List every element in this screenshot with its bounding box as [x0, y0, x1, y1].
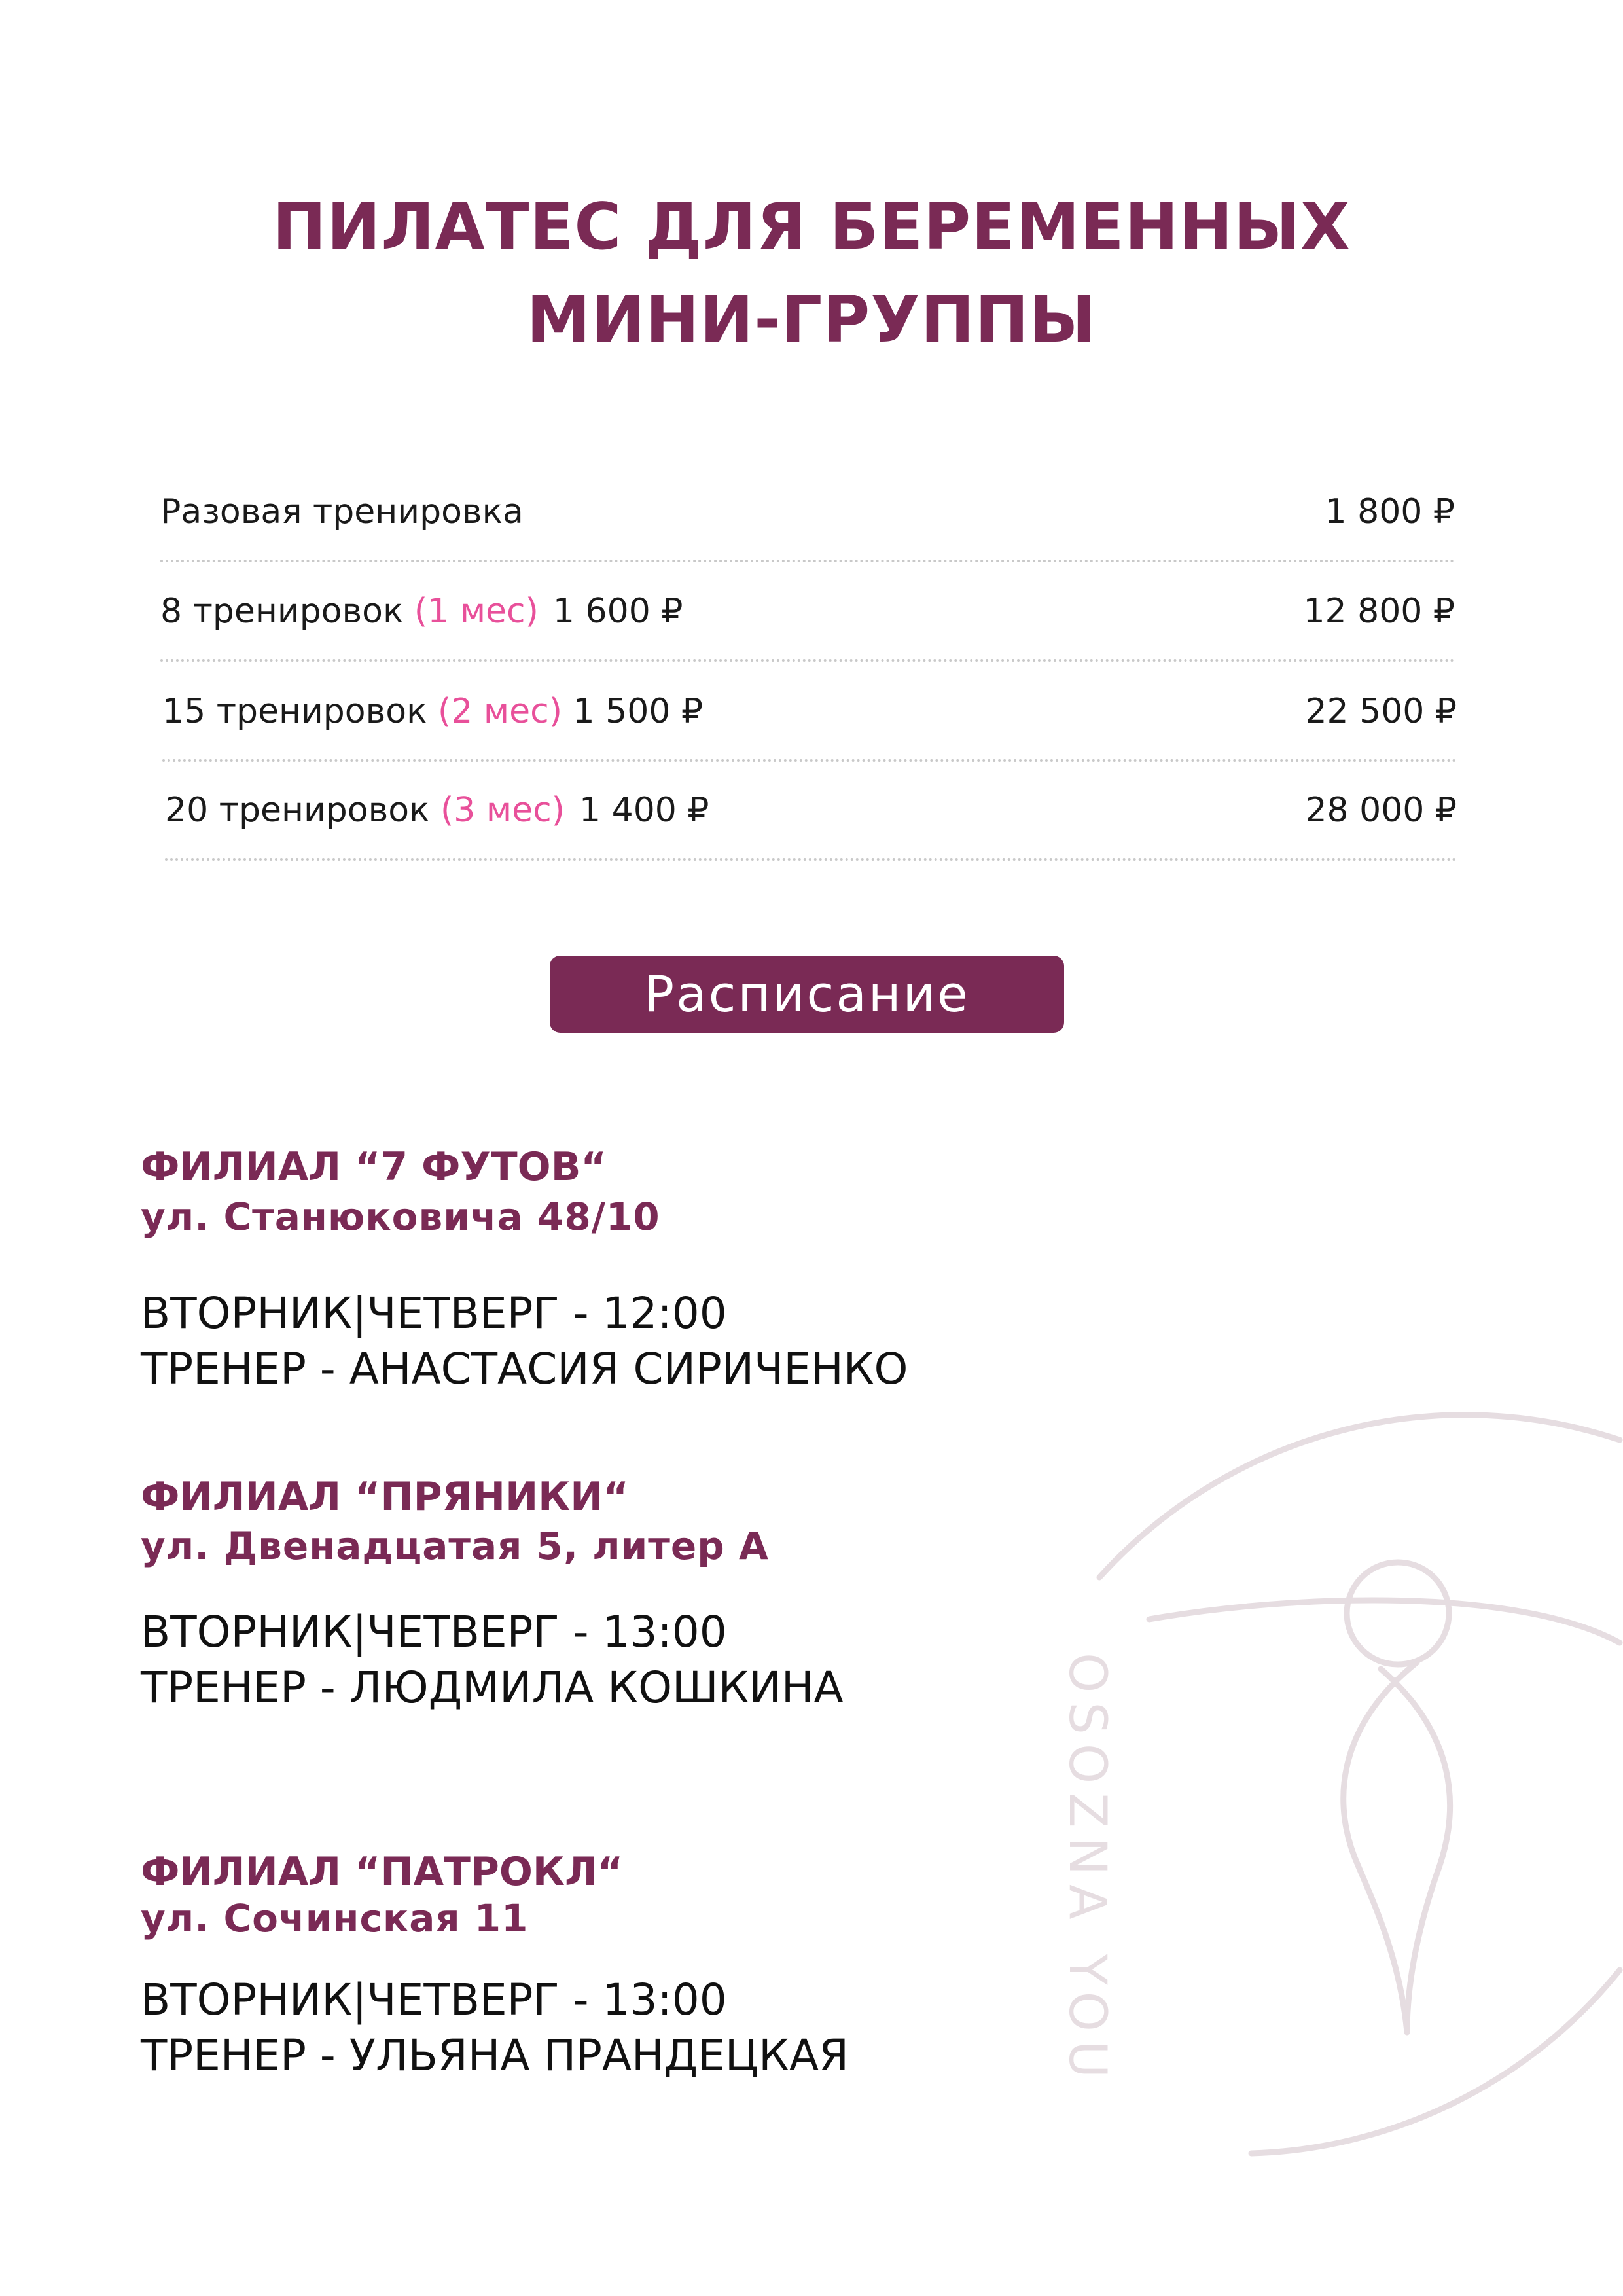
price-label: 15 тренировок (2 мес) 1 500 ₽ — [162, 692, 704, 731]
price-label: 20 тренировок (3 мес) 1 400 ₽ — [165, 791, 709, 830]
price-period: (3 мес) — [440, 791, 565, 830]
branch-schedule: ВТОРНИК|ЧЕТВЕРГ - 13:00 — [141, 1607, 727, 1657]
price-per-session: 1 400 ₽ — [579, 791, 709, 830]
price-label: 8 тренировок (1 мес) 1 600 ₽ — [160, 592, 683, 631]
price-period: (2 мес) — [438, 692, 563, 731]
price-per-session: 1 600 ₽ — [552, 592, 683, 631]
price-total: 28 000 ₽ — [1305, 791, 1457, 830]
branch-name: ФИЛИАЛ “7 ФУТОВ“ — [141, 1144, 607, 1190]
price-total: 1 800 ₽ — [1325, 492, 1455, 531]
branch-address: ул. Сочинская 11 — [141, 1896, 529, 1941]
page-subtitle: МИНИ-ГРУППЫ — [526, 283, 1097, 357]
branch-trainer: ТРЕНЕР - АНАСТАСИЯ СИРИЧЕНКО — [141, 1344, 908, 1394]
page-title: ПИЛАТЕС ДЛЯ БЕРЕМЕННЫХ — [272, 190, 1351, 264]
logo-text: OSOZNA YOU — [1058, 1653, 1116, 2088]
price-period: (1 мес) — [414, 592, 539, 631]
schedule-button[interactable]: Расписание — [550, 956, 1064, 1033]
branch-address: ул. Станюковича 48/10 — [141, 1194, 660, 1239]
branch-trainer: ТРЕНЕР - УЛЬЯНА ПРАНДЕЦКАЯ — [141, 2030, 849, 2081]
branch-schedule: ВТОРНИК|ЧЕТВЕРГ - 13:00 — [141, 1975, 727, 2025]
price-total: 12 800 ₽ — [1303, 592, 1455, 631]
price-per-session: 1 500 ₽ — [573, 692, 704, 731]
branch-name: ФИЛИАЛ “ПРЯНИКИ“ — [141, 1474, 629, 1520]
price-total: 22 500 ₽ — [1305, 692, 1457, 731]
branch-schedule: ВТОРНИК|ЧЕТВЕРГ - 12:00 — [141, 1288, 727, 1338]
branch-trainer: ТРЕНЕР - ЛЮДМИЛА КОШКИНА — [141, 1662, 844, 1713]
branch-address: ул. Двенадцатая 5, литер А — [141, 1524, 769, 1568]
branch-name: ФИЛИАЛ “ПАТРОКЛ“ — [141, 1849, 624, 1895]
price-label: Разовая тренировка — [160, 492, 524, 531]
